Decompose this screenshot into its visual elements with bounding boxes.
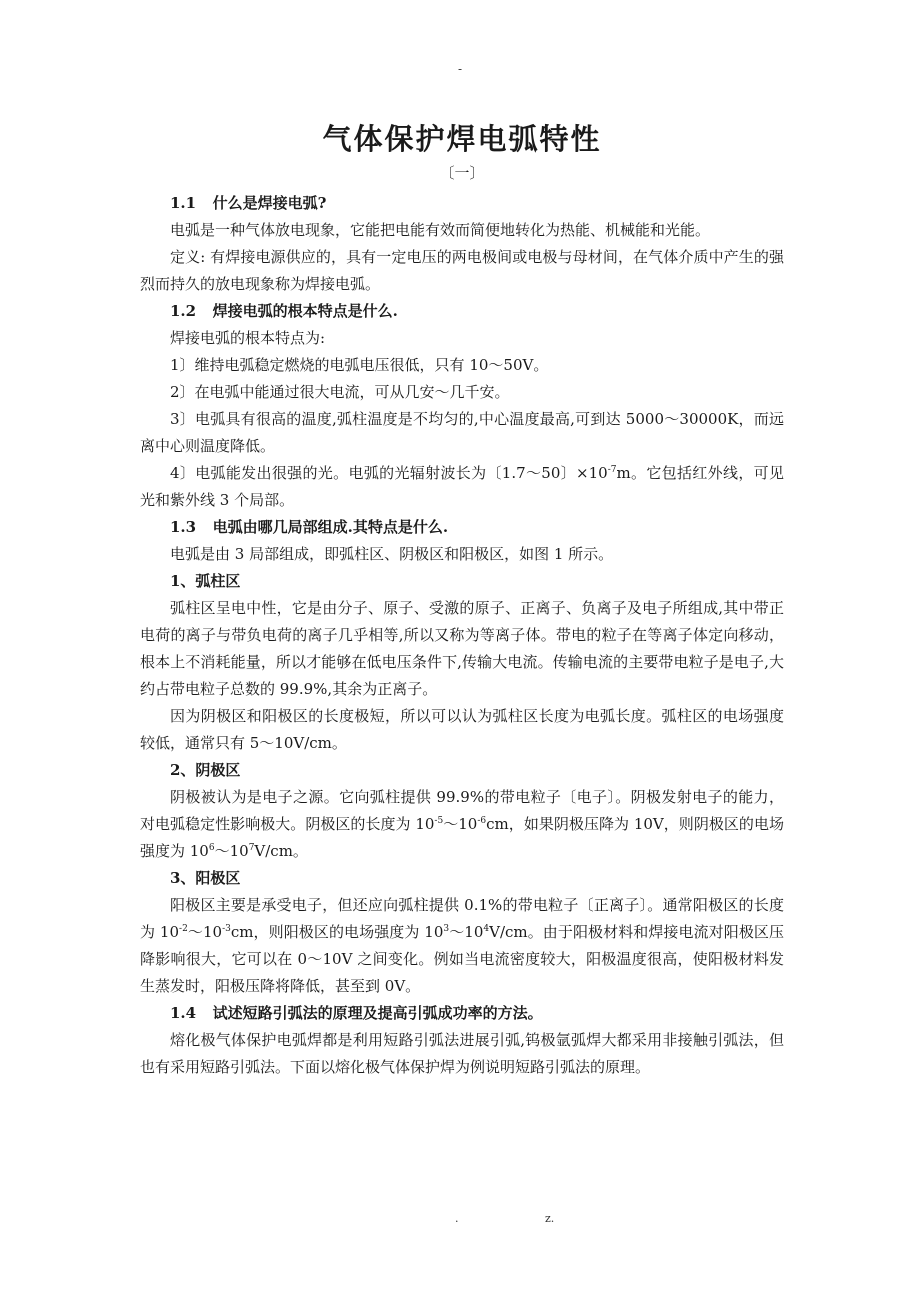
list-item [140,460,784,514]
superscript: 3 [443,924,450,934]
document-subtitle: 〔一〕 [439,164,485,182]
paragraph [140,892,784,1000]
section-title: 电弧由哪几局部组成.其特点是什么. [212,518,449,536]
section-number: 1.4 [170,1004,197,1022]
text-run: cm，则阳极区的电场强度为 10 [230,923,444,941]
section-number: 1.1 [170,194,197,212]
document-title: 气体保护焊电弧特性 [322,122,602,156]
superscript: -7 [607,465,617,475]
text-run: 阳极区主要是承受电子，但还应向弧柱提供 0.1%的带电粒子〔正离子〕。通常阳极区的长度为 10 [140,896,784,941]
section-heading-1-2 [140,298,784,325]
document-page [140,118,784,1081]
list-item: 1〕维持电弧稳定燃烧的电弧电压很低，只有 10～50V。 [170,356,549,374]
footer-mark-left: . [455,1212,459,1225]
subheading-cathode: 2、阴极区 [170,761,241,779]
paragraph: 电弧是由 3 局部组成，即弧柱区、阴极区和阳极区，如图 1 所示。 [170,545,614,563]
header-mark: - [457,62,463,76]
superscript: -5 [434,816,444,826]
paragraph [140,784,784,865]
superscript: -2 [179,924,188,934]
section-heading-1-3 [140,514,784,541]
text-run: ～10 [214,842,249,860]
footer-mark-right: z. [545,1212,555,1225]
subheading-anode: 3、阳极区 [170,869,241,887]
text-run: V/cm。 [254,842,308,860]
paragraph: 焊接电弧的根本特点为: [170,329,326,347]
text-run: ～10 [187,923,223,941]
section-heading-1-1 [140,190,784,217]
paragraph: 定义: 有焊接电源供应的，具有一定电压的两电极间或电极与母材间，在气体介质中产生的强烈而持久的放电现象称为焊接电弧。 [140,248,784,293]
superscript: 6 [208,843,215,853]
text-run: 4〕电弧能发出很强的光。电弧的光辐射波长为〔1.7～50〕×10 [170,464,608,482]
text-run: m。它包括红外线，可见光和紫外线 3 个局部。 [140,464,784,509]
text-run: cm，如果阴极压降为 10V，则阴极区的电场强度为 10 [140,815,784,860]
paragraph: 弧柱区呈电中性，它是由分子、原子、受激的原子、正离子、负离子及电子所组成,其中带正电荷的离子与带负电荷的离子几乎相等,所以又称为等离子体。带电的粒子在等离子体定向移动，根本上不消耗能量，所以才能够在低电压条件下,传输大电流。传输电流的主要带电粒子是电子,大约占带电粒子总数的 99.9%,其余为正离子。 [140,599,784,698]
superscript: -6 [477,816,487,826]
text-run: V/cm。由于阳极材料和焊接电流对阳极区压降影响很大，它可以在 0～10V 之间变化。例如当电流密度较大，阳极温度很高，使阳极材料发生蒸发时，阳极压降将降低，甚至到 0V。 [140,923,785,995]
superscript: 4 [483,924,490,934]
section-number: 1.3 [170,518,197,536]
subheading-arc-column: 1、弧柱区 [170,572,241,590]
section-title: 什么是焊接电弧? [212,194,327,212]
paragraph: 电弧是一种气体放电现象，它能把电能有效而简便地转化为热能、机械能和光能。 [170,221,711,239]
list-item: 2〕在电弧中能通过很大电流，可从几安～几千安。 [170,383,510,401]
text-run: 阴极被认为是电子之源。它向弧柱提供 99.9%的带电粒子〔电子〕。阴极发射电子的能力，对电弧稳定性影响极大。阴极区的长度为 10 [140,788,784,833]
section-title: 焊接电弧的根本特点是什么. [212,302,398,320]
section-number: 1.2 [170,302,197,320]
list-item: 3〕电弧具有很高的温度,弧柱温度是不均匀的,中心温度最高,可到达 5000～30000K，而远离中心则温度降低。 [140,410,784,455]
text-run: ～10 [449,923,484,941]
section-title: 试述短路引弧法的原理及提高引弧成功率的方法。 [212,1004,543,1022]
superscript: -3 [222,924,231,934]
paragraph: 因为阴极区和阳极区的长度极短，所以可以认为弧柱区长度为电弧长度。弧柱区的电场强度较低，通常只有 5～10V/cm。 [140,707,784,752]
superscript: 7 [248,843,255,853]
text-run: ～10 [443,815,478,833]
section-heading-1-4 [140,1000,784,1027]
paragraph: 熔化极气体保护电弧焊都是利用短路引弧法进展引弧,钨极氩弧焊大都采用非接触引弧法，但也有采用短路引弧法。下面以熔化极气体保护焊为例说明短路引弧法的原理。 [140,1031,784,1076]
